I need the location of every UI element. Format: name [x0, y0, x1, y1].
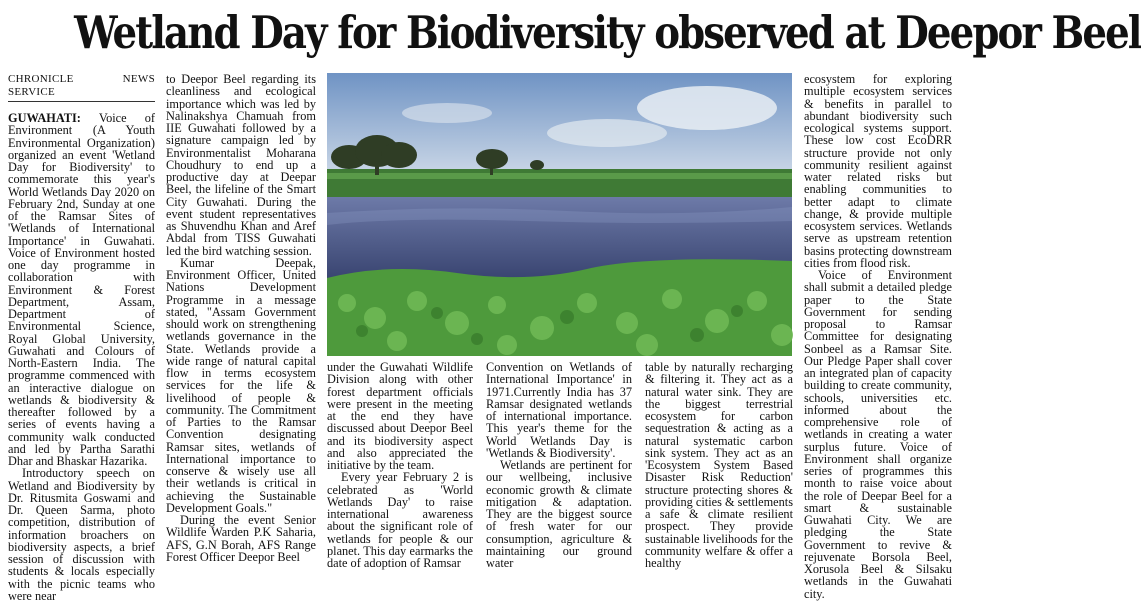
paragraph: Every year February 2 is celebrated as 'World Wetlands Day' to raise international awareness about the significant role of wetlands for people & our planet. This day earmarks the date of adoption of Ramsar	[327, 470, 473, 570]
article-column-5	[645, 360, 793, 570]
lead-paragraph	[8, 112, 155, 467]
paragraph: ecosystem for exploring multiple ecosystem services & benefits in parallel to abundant biodiversity such ecological systems support. These low cost EcoDRR structure provide not only community resilient against water related risks but enabling communities to better adapt to climate change, & provide multiple ecosystem services. Wetlands serve as upstream retention basins protecting downstream cities from flood risk.	[804, 72, 952, 270]
dateline: GUWAHATI:	[8, 111, 81, 125]
paragraph: under the Guwahati Wildlife Division along with other forest department officials were present in the meeting at the end they have discussed about Deepor Beel and its biodiversity aspect and also appreciated the initiative by the team.	[327, 360, 473, 472]
article-column-6	[804, 72, 952, 601]
paragraph: to Deepor Beel regarding its cleanliness and ecological importance which was led by Nalinakshya Chamuah from IIE Guwahati followed by a signature campaign led by Environmentalist Moharana Choudhury to end up a productive day at Deepar Beel, the lifeline of the Smart City Guwahati. During the event student representatives as Shuvendhu Khan and Aref Abdal from TISS Guwahati led the bird watching session.	[166, 72, 316, 258]
wetland-photo	[327, 73, 792, 356]
paragraph: table by naturally recharging & filtering it. They act as a natural water sink. They are the biggest terrestrial ecosystem for carbon sequestration & acting as a natural systematic carbon sink system. They act as an 'Ecosystem System Based Disaster Risk Reduction' structure protecting shores & providing cities & settlements a safe & climate resilient prospect. They provide sustainable livelihoods for the community welfare & offer a healthy	[645, 360, 793, 570]
paragraph: Wetlands are pertinent for our wellbeing, inclusive economic growth & climate mitigation & adaptation. They are the biggest source of fresh water for our consumption, agriculture & maintaining our ground water	[486, 458, 632, 570]
byline: CHRONICLE NEWS SERVICE	[8, 73, 155, 102]
paragraph: During the event Senior Wildlife Warden P.K Saharia, AFS, G.N Borah, AFS Range Forest Officer Deepor Beel	[166, 513, 316, 564]
lead-text: Voice of Environment (A Youth Environmental Organization) organized an event 'Wetland Day for Biodiversity' to commemorate this year's World Wetlands Day 2020 on February 2nd, Sunday at one of the Ramsar Sites of 'Wetlands of International Importance' in Guwahati. Voice of Environment hosted one day programme in collaboration with Environment & Forest Department, Assam, Department of Environmental Science, Royal Global University, Guwahati and Colours of North-Eastern India. The programme commenced with an interactive dialogue on wetlands & biodiversity & thereafter followed by a series of events having a community walk conducted and led by Partha Sarathi Dhar and Bhaskar Hazarika.	[8, 111, 155, 468]
article-column-1	[8, 73, 155, 603]
article-column-3	[327, 360, 473, 570]
paragraph: Voice of Environment shall submit a detailed pledge paper to the State Government for sending proposal to Ramsar Committee for designating Sonbeel as a Ramsar Site. Our Pledge Paper shall cover an integrated plan of capacity building to create community, schools, universities etc. informed about the comprehensive role of wetlands in creating a water surplus future. Voice of Environment shall organize series of programmes this month to raise voice about the role of Deepar Beel for a smart & sustainable Guwahati City. We are pledging the State Government to revive & rejuvenate Borsola Beel, Xorusola Beel & Silsaku wetlands in the Guwahati city.	[804, 268, 952, 601]
headline: Wetland Day for Biodiversity observed at Deepor Beel	[74, 6, 1141, 59]
wetland-photo-icon	[327, 73, 792, 356]
article-column-2	[166, 72, 316, 564]
article-column-4	[486, 360, 632, 570]
paragraph: Introductory speech on Wetland and Biodiversity by Dr. Ritusmita Goswami and Dr. Queen Sarma, photo competition, distribution of information broachers on biodiversity aspects, a brief session of discussion with students & locals especially with the picnic teams who were near	[8, 466, 155, 603]
paragraph: Convention on Wetlands of International Importance' in 1971.Currently India has 37 Ramsar designated wetlands of international importance. This year's theme for the World Wetlands Day is 'Wetlands & Biodiversity'.	[486, 360, 632, 460]
paragraph: Kumar Deepak, Environment Officer, United Nations Development Programme in a message stated, "Assam Government should work on strengthening wetlands governance in the State. Wetlands provide a wide range of natural capital flow in terms ecosystem services for the life & livelihood of people & community. The Commitment of Parties to the Ramsar Convention designating Ramsar sites, wetlands of International importance to conserve & wisely use all their wetlands is critical in achieving the Sustainable Development Goals."	[166, 255, 316, 515]
